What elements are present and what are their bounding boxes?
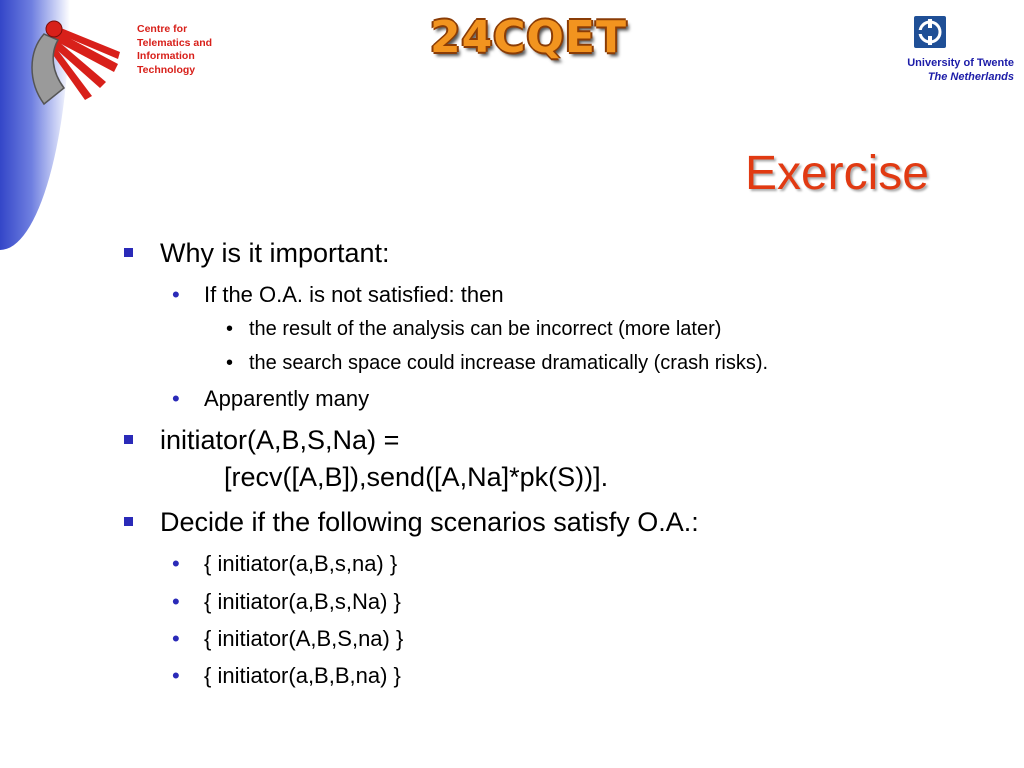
bullet-text: initiator(A,B,S,Na) = [160, 425, 400, 455]
dot-bullet-icon: • [172, 282, 180, 307]
bullet-text: Why is it important: [160, 238, 390, 268]
square-bullet-icon [124, 517, 133, 526]
university-name [907, 56, 1014, 84]
bullet-text: { initiator(a,B,s,Na) } [204, 589, 401, 614]
bullet-text: the result of the analysis can be incorrect (more later) [249, 318, 722, 340]
bullet-text: the search space could increase dramatically (crash risks). [249, 352, 769, 374]
bullet-text: If the O.A. is not satisfied: then [204, 282, 504, 307]
bullet-text: Decide if the following scenarios satisfy O.A.: [160, 507, 699, 537]
ctit-line: Telematics and [137, 36, 213, 49]
slide-title: Exercise [744, 147, 929, 200]
university-label: University of Twente [907, 57, 1014, 69]
dot-bullet-icon: • [172, 386, 180, 411]
dot-bullet-icon: • [172, 626, 180, 651]
dot-bullet-icon: • [172, 663, 180, 688]
conference-banner: 24CQET [430, 12, 627, 63]
ctit-line: Technology [137, 63, 196, 76]
ctit-line: Information [137, 50, 195, 62]
dot-bullet-icon: • [226, 352, 234, 374]
bullet-text: { initiator(a,B,s,na) } [204, 551, 398, 576]
bullet-text: [recv([A,B]),send([A,Na]*pk(S))]. [224, 462, 609, 492]
university-logo-icon [914, 16, 946, 48]
square-bullet-icon [124, 435, 133, 444]
ctit-name [137, 23, 212, 77]
bullet-text: { initiator(a,B,B,na) } [204, 663, 401, 688]
country-label: The Netherlands [927, 71, 1014, 83]
dot-bullet-icon: • [172, 589, 180, 614]
dot-bullet-icon: • [226, 318, 234, 340]
ctit-logo-icon [14, 12, 124, 112]
square-bullet-icon [124, 248, 133, 257]
dot-bullet-icon: • [172, 551, 180, 576]
bullet-text: Apparently many [204, 386, 370, 411]
bullet-text: { initiator(A,B,S,na) } [204, 626, 404, 651]
ctit-line: Centre for [137, 23, 188, 35]
